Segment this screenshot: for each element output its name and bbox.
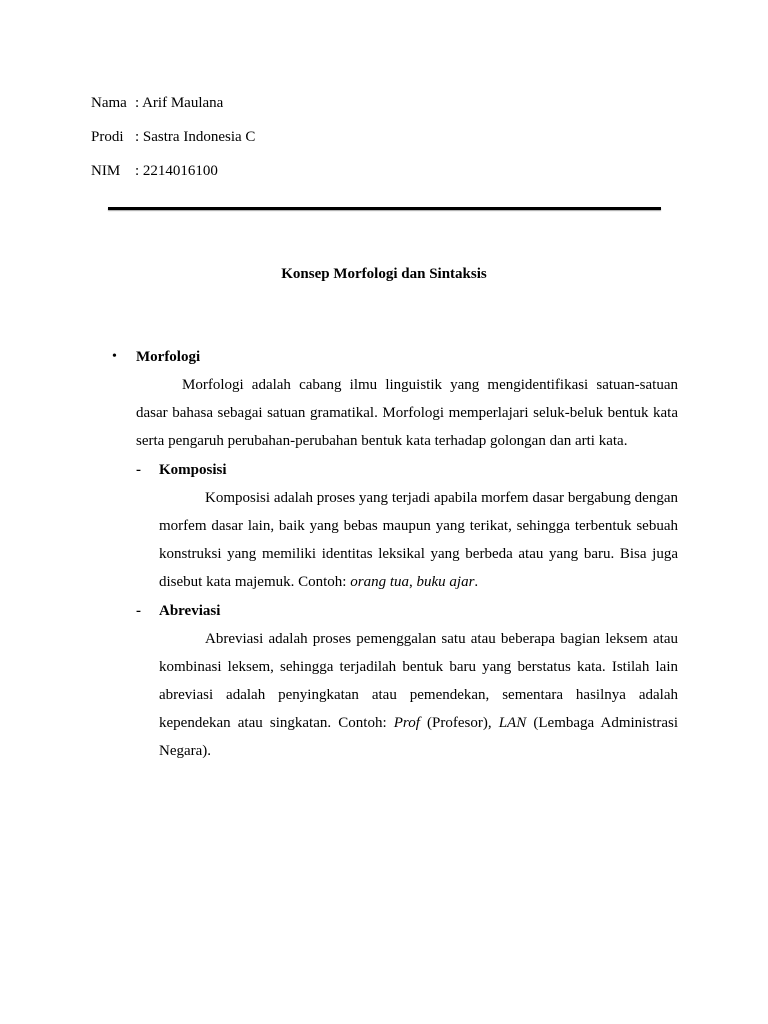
morfologi-heading-row: [112, 346, 678, 368]
dash-marker: -: [136, 603, 141, 619]
nim-value: : 2214016100: [135, 163, 218, 179]
abreviasi-subsection: [136, 597, 678, 765]
abreviasi-paragraph: [159, 625, 678, 765]
abreviasi-end: (Lembaga Administrasi Negara).: [159, 715, 678, 759]
abreviasi-example-2: LAN: [498, 715, 527, 731]
morfologi-text: Morfologi adalah cabang ilmu linguistik yang mengidentifikasi satuan-satuan dasar bahasa sebagai satuan gramatikal. Morfologi memperlajari seluk-beluk bentuk kata serta pengaruh perubahan-perubahan bentuk kata terhadap golongan dan arti kata.: [136, 377, 678, 449]
morfologi-paragraph: [136, 371, 678, 455]
abreviasi-heading-row: [136, 597, 678, 625]
komposisi-subsection: [136, 456, 678, 596]
abreviasi-text: Abreviasi adalah proses pemenggalan satu atau beberapa bagian leksem atau kombinasi leksem, sehingga terjadilah bentuk baru yang berstatus kata. Istilah lain abreviasi adalah penyingkatan atau pemendekan, sementara hasilnya adalah kependekan atau singkatan. Contoh:: [159, 631, 678, 731]
prodi-row: [91, 127, 255, 161]
morfologi-section: [112, 346, 678, 765]
komposisi-end: .: [474, 574, 479, 590]
morfologi-heading: Morfologi: [136, 348, 201, 365]
prodi-label: Prodi: [91, 129, 124, 145]
dash-marker: -: [136, 462, 141, 478]
nim-row: [91, 161, 255, 195]
komposisi-paragraph: [159, 484, 678, 596]
bullet-icon: •: [112, 349, 117, 364]
komposisi-heading-row: [136, 456, 678, 484]
identity-block: [91, 93, 255, 195]
nim-label: NIM: [91, 163, 121, 179]
komposisi-example-1: orang tua: [350, 574, 409, 590]
abreviasi-middle: (Profesor),: [419, 715, 499, 731]
abreviasi-heading: Abreviasi: [159, 603, 221, 619]
komposisi-text: Komposisi adalah proses yang terjadi apabila morfem dasar bergabung dengan morfem dasar lain, baik yang bebas maupun yang terikat, sehingga terbentuk sebuah konstruksi yang memiliki identitas leksikal yang berbeda atau yang baru. Bisa juga disebut kata majemuk. Contoh:: [159, 490, 678, 590]
name-label: Nama: [91, 95, 127, 111]
document-title: Konsep Morfologi dan Sintaksis: [281, 266, 487, 282]
komposisi-separator: ,: [409, 574, 417, 590]
header-divider: [108, 207, 661, 210]
komposisi-heading: Komposisi: [159, 462, 227, 478]
prodi-value: : Sastra Indonesia C: [135, 129, 256, 145]
abreviasi-example-1: Prof: [393, 715, 420, 731]
name-value: : Arif Maulana: [135, 95, 224, 111]
name-row: [91, 93, 255, 127]
komposisi-example-2: buku ajar: [416, 574, 475, 590]
